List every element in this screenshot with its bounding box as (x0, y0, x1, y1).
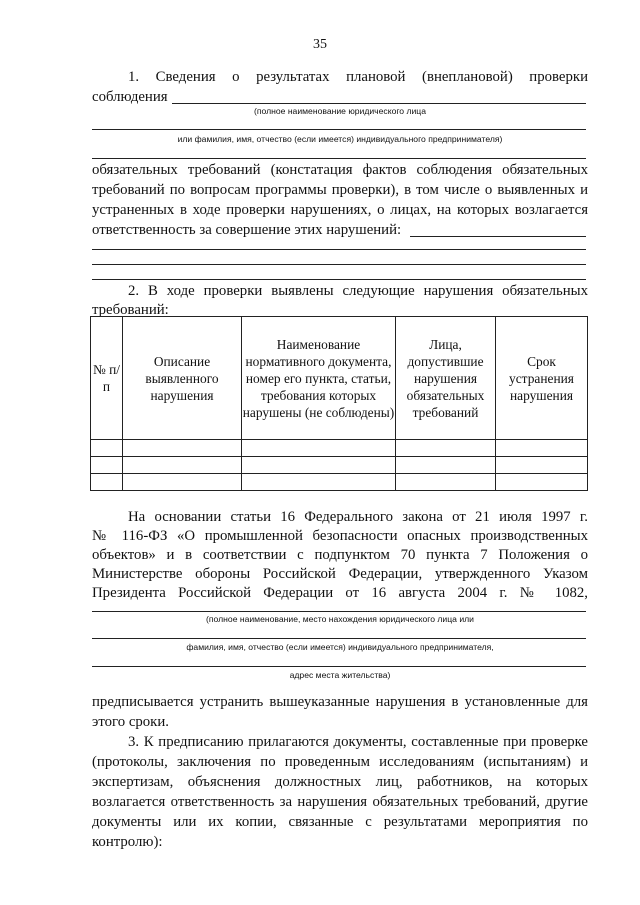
fill-line-ip (92, 638, 586, 639)
table-cell[interactable] (91, 440, 123, 457)
fill-line (92, 279, 586, 280)
basis-line: На основании статьи 16 Федерального закона от 21 июля 1997 г. (128, 509, 588, 525)
header-responsible-persons: Лица, допустившие нарушения обязательных требований (396, 317, 496, 440)
section1-line2-lead: соблюдения (92, 89, 168, 105)
fill-line-extra (92, 158, 586, 159)
basis-line: Президента Российской Федерации от 16 августа 2004 г. № 1082, (92, 585, 588, 601)
table-row (91, 440, 588, 457)
section3-last-line: контролю): (92, 834, 163, 850)
order-line1: предписывается устранить вышеуказанные нарушения в установленные для (92, 694, 588, 710)
basis-line: № 116-ФЗ «О промышленной безопасности опасных производственных (92, 528, 588, 544)
table-cell[interactable] (496, 457, 588, 474)
page-number: 35 (313, 37, 327, 52)
table-cell[interactable] (396, 457, 496, 474)
caption-ip: или фамилия, имя, отчество (если имеется) индивидуального предпринимателя) (177, 134, 503, 144)
table-cell[interactable] (242, 440, 396, 457)
table-cell[interactable] (242, 474, 396, 491)
section2-line2: требований: (92, 302, 169, 318)
caption-address: адрес места жительства) (289, 670, 391, 680)
fill-line (92, 264, 586, 265)
caption-legal-entity: (полное наименование юридического лица (254, 106, 426, 116)
table-header-row (91, 317, 588, 440)
fill-line-legal-entity (92, 611, 586, 612)
section1-body-line: требований по вопросам программы проверки), в том числе о выявленных и (92, 182, 588, 198)
section3-line: (протоколы, заключения по проведенным исследованиям (испытаниям) и (92, 754, 588, 770)
table-cell[interactable] (91, 457, 123, 474)
section2-line1: 2. В ходе проверки выявлены следующие нарушения обязательных (128, 283, 588, 299)
table-row (91, 474, 588, 491)
caption-ip-name: фамилия, имя, отчество (если имеется) индивидуального предпринимателя, (186, 642, 494, 652)
table-row (91, 457, 588, 474)
table-cell[interactable] (123, 457, 242, 474)
section1-line1: 1. Сведения о результатах плановой (внеплановой) проверки (128, 69, 588, 85)
table-cell[interactable] (123, 474, 242, 491)
basis-line: Министерстве обороны Российской Федерации, утвержденного Указом (92, 566, 588, 582)
fill-line-responsible (410, 236, 586, 237)
table-cell[interactable] (496, 474, 588, 491)
table-cell[interactable] (123, 440, 242, 457)
section3-line: 3. К предписанию прилагаются документы, составленные при проверке (128, 734, 588, 750)
section1-body-line: обязательных требований (констатация фактов соблюдения обязательных (92, 162, 588, 178)
section1-last-line: ответственность за совершение этих нарушений: (92, 222, 402, 238)
section3-line: экспертизам, объяснения должностных лиц, работников, на которых (92, 774, 588, 790)
fill-line-ip-name (92, 129, 586, 130)
fill-line-address (92, 666, 586, 667)
caption-legal-entity-location: (полное наименование, место нахождения юридического лица или (206, 614, 474, 624)
violations-table (90, 316, 588, 491)
header-number: № п/п (91, 317, 123, 440)
fill-line-legal-name (172, 103, 586, 104)
basis-line: объектов» и в соответствии с подпунктом 70 пункта 7 Положения о (92, 547, 588, 563)
header-deadline: Срок устранения нарушения (496, 317, 588, 440)
header-normative-document: Наименование нормативного документа, номер его пункта, статьи, требования которых нарушены (не соблюдены) (242, 317, 396, 440)
fill-line (92, 249, 586, 250)
table-cell[interactable] (242, 457, 396, 474)
table-cell[interactable] (396, 474, 496, 491)
section3-line: документы или их копии, связанные с результатами мероприятия по (92, 814, 588, 830)
section1-body-line: устраненных в ходе проверки нарушениях, о лицах, на которых возлагается (92, 202, 588, 218)
table-cell[interactable] (91, 474, 123, 491)
table-cell[interactable] (396, 440, 496, 457)
header-description: Описание выявленного нарушения (123, 317, 242, 440)
table-cell[interactable] (496, 440, 588, 457)
section3-line: возлагается ответственность за нарушения обязательных требований, другие (92, 794, 588, 810)
order-line2: этого сроки. (92, 714, 169, 730)
